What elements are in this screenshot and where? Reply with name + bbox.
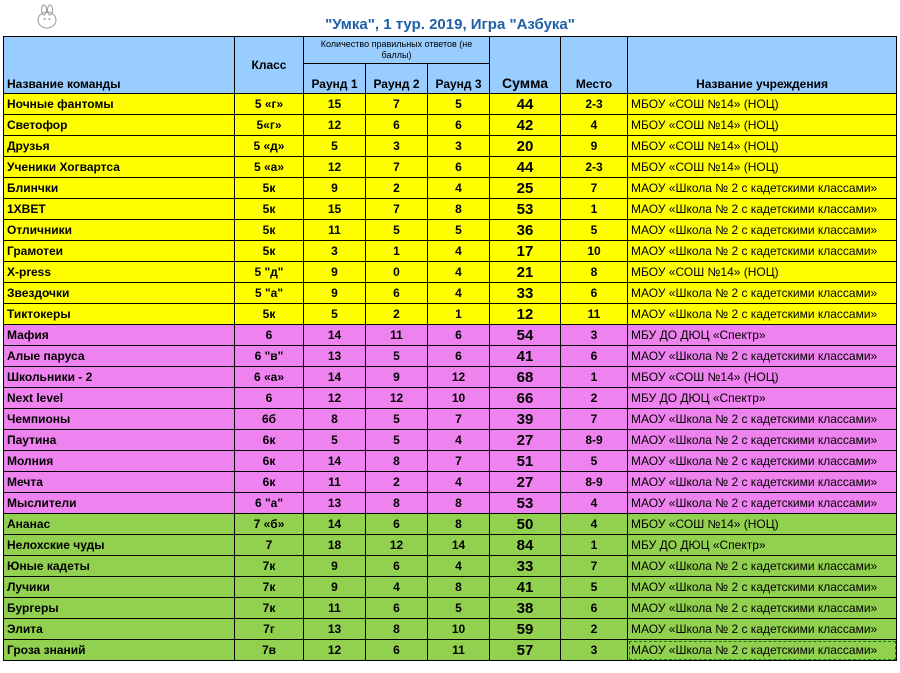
- sum-cell[interactable]: 44: [490, 157, 561, 178]
- table-row: [4, 619, 897, 640]
- place-cell[interactable]: 3: [561, 325, 628, 346]
- place-cell[interactable]: 7: [561, 409, 628, 430]
- place-cell[interactable]: 2-3: [561, 157, 628, 178]
- round-3-cell[interactable]: 6: [428, 157, 490, 178]
- place-cell[interactable]: 7: [561, 178, 628, 199]
- round-2-cell[interactable]: 1: [366, 241, 428, 262]
- place-cell[interactable]: 3: [561, 640, 628, 661]
- round-1-cell[interactable]: 12: [304, 388, 366, 409]
- sum-cell[interactable]: 57: [490, 640, 561, 661]
- institution-cell[interactable]: МАОУ «Школа № 2 с кадетскими классами»: [628, 220, 897, 241]
- sum-cell[interactable]: 33: [490, 283, 561, 304]
- place-cell[interactable]: 10: [561, 241, 628, 262]
- institution-cell[interactable]: МАОУ «Школа № 2 с кадетскими классами»: [628, 199, 897, 220]
- team-name-cell[interactable]: Отличники: [4, 220, 235, 241]
- place-cell[interactable]: 1: [561, 535, 628, 556]
- round-2-cell[interactable]: 7: [366, 199, 428, 220]
- sum-cell[interactable]: 53: [490, 199, 561, 220]
- round-1-cell[interactable]: 3: [304, 241, 366, 262]
- team-name-cell[interactable]: Юные кадеты: [4, 556, 235, 577]
- institution-cell[interactable]: МБУ ДО ДЮЦ «Спектр»: [628, 535, 897, 556]
- place-cell[interactable]: 9: [561, 136, 628, 157]
- sum-cell[interactable]: 84: [490, 535, 561, 556]
- class-cell[interactable]: 7к: [235, 598, 304, 619]
- table-row: [4, 493, 897, 514]
- place-cell[interactable]: 8: [561, 262, 628, 283]
- round-3-cell[interactable]: 4: [428, 472, 490, 493]
- institution-cell[interactable]: МАОУ «Школа № 2 с кадетскими классами»: [628, 304, 897, 325]
- round-3-cell[interactable]: 4: [428, 241, 490, 262]
- team-name-cell[interactable]: Лучики: [4, 577, 235, 598]
- table-row: [4, 94, 897, 115]
- institution-cell[interactable]: МБОУ «СОШ №14» (НОЦ): [628, 115, 897, 136]
- round-2-cell[interactable]: 8: [366, 619, 428, 640]
- institution-cell[interactable]: МАОУ «Школа № 2 с кадетскими классами»: [628, 472, 897, 493]
- place-cell[interactable]: 5: [561, 451, 628, 472]
- team-name-cell[interactable]: Звездочки: [4, 283, 235, 304]
- team-name-cell[interactable]: Чемпионы: [4, 409, 235, 430]
- class-cell[interactable]: 7 «б»: [235, 514, 304, 535]
- round-3-cell[interactable]: 14: [428, 535, 490, 556]
- place-cell[interactable]: 11: [561, 304, 628, 325]
- round-1-cell[interactable]: 9: [304, 577, 366, 598]
- round-1-cell[interactable]: 5: [304, 304, 366, 325]
- round-1-cell[interactable]: 11: [304, 220, 366, 241]
- round-2-cell[interactable]: 7: [366, 94, 428, 115]
- place-cell[interactable]: 2: [561, 388, 628, 409]
- sum-cell[interactable]: 17: [490, 241, 561, 262]
- team-name-cell[interactable]: Гроза знаний: [4, 640, 235, 661]
- sum-cell[interactable]: 66: [490, 388, 561, 409]
- round-2-cell[interactable]: 12: [366, 388, 428, 409]
- table-row: [4, 598, 897, 619]
- header-sum[interactable]: Сумма: [490, 37, 561, 94]
- class-cell[interactable]: 6: [235, 325, 304, 346]
- header-place[interactable]: Место: [561, 37, 628, 94]
- institution-cell[interactable]: МАОУ «Школа № 2 с кадетскими классами»: [628, 556, 897, 577]
- round-3-cell[interactable]: 10: [428, 619, 490, 640]
- team-name-cell[interactable]: Друзья: [4, 136, 235, 157]
- institution-cell[interactable]: МАОУ «Школа № 2 с кадетскими классами»: [628, 430, 897, 451]
- team-name-cell[interactable]: Ученики Хогвартса: [4, 157, 235, 178]
- round-3-cell[interactable]: 11: [428, 640, 490, 661]
- round-2-cell[interactable]: 5: [366, 220, 428, 241]
- round-2-cell[interactable]: 0: [366, 262, 428, 283]
- table-row: [4, 388, 897, 409]
- round-1-cell[interactable]: 13: [304, 493, 366, 514]
- results-table: [3, 36, 897, 661]
- round-2-cell[interactable]: 9: [366, 367, 428, 388]
- class-cell[interactable]: 5 "д": [235, 262, 304, 283]
- class-cell[interactable]: 5к: [235, 199, 304, 220]
- round-1-cell[interactable]: 12: [304, 157, 366, 178]
- round-1-cell[interactable]: 18: [304, 535, 366, 556]
- table-row: [4, 178, 897, 199]
- round-3-cell[interactable]: 4: [428, 283, 490, 304]
- class-cell[interactable]: 7в: [235, 640, 304, 661]
- table-row: [4, 283, 897, 304]
- place-cell[interactable]: 5: [561, 577, 628, 598]
- class-cell[interactable]: 6б: [235, 409, 304, 430]
- class-cell[interactable]: 5 «г»: [235, 94, 304, 115]
- team-name-cell[interactable]: Молния: [4, 451, 235, 472]
- sum-cell[interactable]: 59: [490, 619, 561, 640]
- sum-cell[interactable]: 44: [490, 94, 561, 115]
- page-title: "Умка", 1 тур. 2019, Игра "Азбука": [325, 16, 575, 33]
- round-1-cell[interactable]: 9: [304, 283, 366, 304]
- table-row: [4, 640, 897, 661]
- round-2-cell[interactable]: 11: [366, 325, 428, 346]
- team-name-cell[interactable]: Школьники - 2: [4, 367, 235, 388]
- round-2-cell[interactable]: 8: [366, 493, 428, 514]
- round-2-cell[interactable]: 3: [366, 136, 428, 157]
- round-3-cell[interactable]: 5: [428, 220, 490, 241]
- team-name-cell[interactable]: X-press: [4, 262, 235, 283]
- round-2-cell[interactable]: 6: [366, 556, 428, 577]
- institution-cell[interactable]: МБОУ «СОШ №14» (НОЦ): [628, 514, 897, 535]
- class-cell[interactable]: 6: [235, 388, 304, 409]
- institution-cell[interactable]: МБОУ «СОШ №14» (НОЦ): [628, 136, 897, 157]
- round-2-cell[interactable]: 6: [366, 514, 428, 535]
- round-1-cell[interactable]: 8: [304, 409, 366, 430]
- team-name-cell[interactable]: Паутина: [4, 430, 235, 451]
- team-name-cell[interactable]: Бургеры: [4, 598, 235, 619]
- round-1-cell[interactable]: 13: [304, 619, 366, 640]
- round-3-cell[interactable]: 7: [428, 451, 490, 472]
- team-name-cell[interactable]: 1XBET: [4, 199, 235, 220]
- table-row: [4, 577, 897, 598]
- class-cell[interactable]: 5«г»: [235, 115, 304, 136]
- round-2-cell[interactable]: 5: [366, 409, 428, 430]
- team-name-cell[interactable]: Мыслители: [4, 493, 235, 514]
- sum-cell[interactable]: 50: [490, 514, 561, 535]
- team-name-cell[interactable]: Нелохские чуды: [4, 535, 235, 556]
- round-3-cell[interactable]: 6: [428, 346, 490, 367]
- sum-cell[interactable]: 27: [490, 472, 561, 493]
- round-1-cell[interactable]: 14: [304, 451, 366, 472]
- table-row: [4, 304, 897, 325]
- institution-cell[interactable]: МАОУ «Школа № 2 с кадетскими классами»: [628, 178, 897, 199]
- place-cell[interactable]: 7: [561, 556, 628, 577]
- header-class[interactable]: Класс: [235, 37, 304, 94]
- table-row: [4, 430, 897, 451]
- table-row: [4, 199, 897, 220]
- team-name-cell[interactable]: Элита: [4, 619, 235, 640]
- class-cell[interactable]: 5 «д»: [235, 136, 304, 157]
- round-2-cell[interactable]: 6: [366, 283, 428, 304]
- table-row: [4, 451, 897, 472]
- place-cell[interactable]: 1: [561, 199, 628, 220]
- sum-cell[interactable]: 41: [490, 346, 561, 367]
- round-2-cell[interactable]: 5: [366, 346, 428, 367]
- round-1-cell[interactable]: 14: [304, 514, 366, 535]
- round-1-cell[interactable]: 14: [304, 325, 366, 346]
- round-2-cell[interactable]: 2: [366, 304, 428, 325]
- sum-cell[interactable]: 27: [490, 430, 561, 451]
- results-body: [4, 94, 897, 661]
- sum-cell[interactable]: 51: [490, 451, 561, 472]
- round-2-cell[interactable]: 6: [366, 640, 428, 661]
- class-cell[interactable]: 7: [235, 535, 304, 556]
- round-3-cell[interactable]: 8: [428, 493, 490, 514]
- table-row: [4, 262, 897, 283]
- team-name-cell[interactable]: Грамотеи: [4, 241, 235, 262]
- round-2-cell[interactable]: 8: [366, 451, 428, 472]
- institution-cell[interactable]: МАОУ «Школа № 2 с кадетскими классами»: [628, 283, 897, 304]
- class-cell[interactable]: 6к: [235, 472, 304, 493]
- round-2-cell[interactable]: 4: [366, 577, 428, 598]
- table-row: [4, 535, 897, 556]
- header-round-2[interactable]: Раунд 2: [366, 64, 428, 94]
- place-cell[interactable]: 6: [561, 283, 628, 304]
- sum-cell[interactable]: 25: [490, 178, 561, 199]
- round-1-cell[interactable]: 9: [304, 178, 366, 199]
- table-row: [4, 220, 897, 241]
- sum-cell[interactable]: 20: [490, 136, 561, 157]
- institution-cell[interactable]: МАОУ «Школа № 2 с кадетскими классами»: [628, 493, 897, 514]
- sum-cell[interactable]: 41: [490, 577, 561, 598]
- class-cell[interactable]: 7г: [235, 619, 304, 640]
- place-cell[interactable]: 1: [561, 367, 628, 388]
- institution-cell[interactable]: МБОУ «СОШ №14» (НОЦ): [628, 262, 897, 283]
- table-row: [4, 241, 897, 262]
- round-3-cell[interactable]: 7: [428, 409, 490, 430]
- round-3-cell[interactable]: 6: [428, 325, 490, 346]
- table-row: [4, 367, 897, 388]
- table-row: [4, 514, 897, 535]
- round-1-cell[interactable]: 11: [304, 472, 366, 493]
- class-cell[interactable]: 5 "а": [235, 283, 304, 304]
- sum-cell[interactable]: 42: [490, 115, 561, 136]
- round-3-cell[interactable]: 10: [428, 388, 490, 409]
- place-cell[interactable]: 4: [561, 514, 628, 535]
- table-row: [4, 346, 897, 367]
- institution-cell[interactable]: МАОУ «Школа № 2 с кадетскими классами»: [628, 409, 897, 430]
- class-cell[interactable]: 6 "в": [235, 346, 304, 367]
- institution-cell[interactable]: МАОУ «Школа № 2 с кадетскими классами»: [628, 451, 897, 472]
- class-cell[interactable]: 6 «а»: [235, 367, 304, 388]
- table-row: [4, 157, 897, 178]
- table-row: [4, 472, 897, 493]
- table-row: [4, 556, 897, 577]
- team-name-cell[interactable]: Ночные фантомы: [4, 94, 235, 115]
- round-2-cell[interactable]: 2: [366, 472, 428, 493]
- round-3-cell[interactable]: 4: [428, 556, 490, 577]
- header-team[interactable]: Название команды: [4, 37, 235, 94]
- round-3-cell[interactable]: 8: [428, 577, 490, 598]
- class-cell[interactable]: 5к: [235, 178, 304, 199]
- round-1-cell[interactable]: 13: [304, 346, 366, 367]
- class-cell[interactable]: 7к: [235, 556, 304, 577]
- round-1-cell[interactable]: 11: [304, 598, 366, 619]
- round-3-cell[interactable]: 3: [428, 136, 490, 157]
- sum-cell[interactable]: 68: [490, 367, 561, 388]
- round-3-cell[interactable]: 6: [428, 115, 490, 136]
- round-3-cell[interactable]: 4: [428, 430, 490, 451]
- team-name-cell[interactable]: Ананас: [4, 514, 235, 535]
- round-2-cell[interactable]: 12: [366, 535, 428, 556]
- class-cell[interactable]: 5к: [235, 220, 304, 241]
- round-3-cell[interactable]: 8: [428, 514, 490, 535]
- round-3-cell[interactable]: 4: [428, 178, 490, 199]
- institution-cell[interactable]: МАОУ «Школа № 2 с кадетскими классами»: [628, 619, 897, 640]
- institution-cell[interactable]: МАОУ «Школа № 2 с кадетскими классами»: [628, 577, 897, 598]
- round-1-cell[interactable]: 15: [304, 199, 366, 220]
- header-institution[interactable]: Название учреждения: [628, 37, 897, 94]
- team-name-cell[interactable]: Алые паруса: [4, 346, 235, 367]
- sum-cell[interactable]: 36: [490, 220, 561, 241]
- team-name-cell[interactable]: Мечта: [4, 472, 235, 493]
- team-name-cell[interactable]: Мафия: [4, 325, 235, 346]
- sum-cell[interactable]: 38: [490, 598, 561, 619]
- class-cell[interactable]: 6 "а": [235, 493, 304, 514]
- place-cell[interactable]: 4: [561, 115, 628, 136]
- institution-cell[interactable]: МБОУ «СОШ №14» (НОЦ): [628, 94, 897, 115]
- institution-cell[interactable]: МБОУ «СОШ №14» (НОЦ): [628, 157, 897, 178]
- team-name-cell[interactable]: Светофор: [4, 115, 235, 136]
- class-cell[interactable]: 6к: [235, 430, 304, 451]
- round-3-cell[interactable]: 4: [428, 262, 490, 283]
- class-cell[interactable]: 7к: [235, 577, 304, 598]
- table-row: [4, 136, 897, 157]
- round-2-cell[interactable]: 2: [366, 178, 428, 199]
- place-cell[interactable]: 8-9: [561, 472, 628, 493]
- header-round-1[interactable]: Раунд 1: [304, 64, 366, 94]
- team-name-cell[interactable]: Тиктокеры: [4, 304, 235, 325]
- institution-cell[interactable]: МАОУ «Школа № 2 с кадетскими классами»: [628, 241, 897, 262]
- sum-cell[interactable]: 33: [490, 556, 561, 577]
- team-name-cell[interactable]: Next level: [4, 388, 235, 409]
- round-3-cell[interactable]: 5: [428, 94, 490, 115]
- sum-cell[interactable]: 54: [490, 325, 561, 346]
- institution-cell[interactable]: МАОУ «Школа № 2 с кадетскими классами»: [628, 598, 897, 619]
- table-row: [4, 325, 897, 346]
- round-2-cell[interactable]: 5: [366, 430, 428, 451]
- sum-cell[interactable]: 12: [490, 304, 561, 325]
- round-3-cell[interactable]: 5: [428, 598, 490, 619]
- institution-cell[interactable]: МБУ ДО ДЮЦ «Спектр»: [628, 325, 897, 346]
- round-1-cell[interactable]: 5: [304, 430, 366, 451]
- round-1-cell[interactable]: 14: [304, 367, 366, 388]
- institution-cell[interactable]: МБУ ДО ДЮЦ «Спектр»: [628, 388, 897, 409]
- institution-cell[interactable]: МАОУ «Школа № 2 с кадетскими классами»: [628, 346, 897, 367]
- class-cell[interactable]: 6к: [235, 451, 304, 472]
- header-correct-answers[interactable]: Количество правильных ответов (не баллы): [304, 37, 490, 64]
- round-2-cell[interactable]: 6: [366, 598, 428, 619]
- round-1-cell[interactable]: 12: [304, 115, 366, 136]
- institution-cell[interactable]: МАОУ «Школа № 2 с кадетскими классами»: [628, 640, 897, 661]
- place-cell[interactable]: 8-9: [561, 430, 628, 451]
- round-2-cell[interactable]: 7: [366, 157, 428, 178]
- class-cell[interactable]: 5 «а»: [235, 157, 304, 178]
- round-1-cell[interactable]: 12: [304, 640, 366, 661]
- place-cell[interactable]: 5: [561, 220, 628, 241]
- round-1-cell[interactable]: 9: [304, 262, 366, 283]
- class-cell[interactable]: 5к: [235, 241, 304, 262]
- class-cell[interactable]: 5к: [235, 304, 304, 325]
- round-3-cell[interactable]: 8: [428, 199, 490, 220]
- team-name-cell[interactable]: Блинчки: [4, 178, 235, 199]
- round-3-cell[interactable]: 1: [428, 304, 490, 325]
- table-row: [4, 115, 897, 136]
- place-cell[interactable]: 6: [561, 598, 628, 619]
- place-cell[interactable]: 4: [561, 493, 628, 514]
- place-cell[interactable]: 6: [561, 346, 628, 367]
- table-row: [4, 409, 897, 430]
- header-round-3[interactable]: Раунд 3: [428, 64, 490, 94]
- sum-cell[interactable]: 53: [490, 493, 561, 514]
- place-cell[interactable]: 2: [561, 619, 628, 640]
- place-cell[interactable]: 2-3: [561, 94, 628, 115]
- round-1-cell[interactable]: 5: [304, 136, 366, 157]
- sum-cell[interactable]: 39: [490, 409, 561, 430]
- round-3-cell[interactable]: 12: [428, 367, 490, 388]
- round-2-cell[interactable]: 6: [366, 115, 428, 136]
- sum-cell[interactable]: 21: [490, 262, 561, 283]
- institution-cell[interactable]: МБОУ «СОШ №14» (НОЦ): [628, 367, 897, 388]
- round-1-cell[interactable]: 9: [304, 556, 366, 577]
- round-1-cell[interactable]: 15: [304, 94, 366, 115]
